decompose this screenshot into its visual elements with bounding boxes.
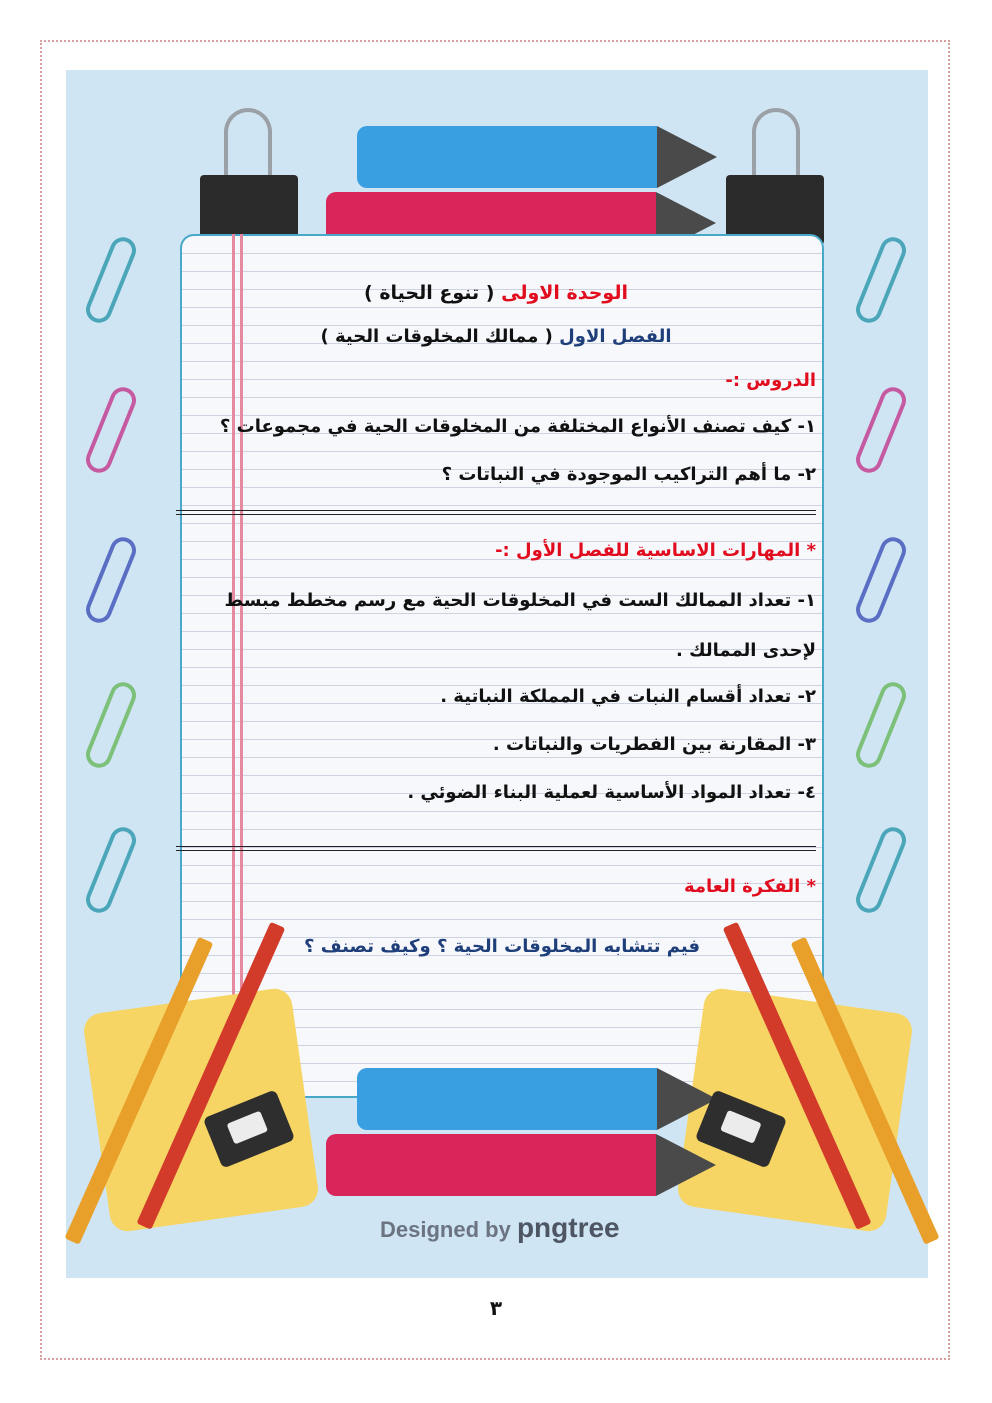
skill-item: ٣- المقارنة بين الفطريات والنباتات . bbox=[492, 734, 816, 755]
unit-heading bbox=[176, 282, 816, 304]
watermark bbox=[380, 1212, 620, 1244]
unit-name: ( تنوع الحياة ) bbox=[364, 282, 495, 304]
watermark-prefix: Designed by bbox=[380, 1217, 511, 1242]
skill-item: ٤- تعداد المواد الأساسية لعملية البناء الضوئي . bbox=[407, 782, 816, 803]
blue-crayon-top bbox=[357, 126, 657, 188]
general-idea-text: فيم تتشابه المخلوقات الحية ؟ وكيف تصنف ؟ bbox=[304, 936, 700, 957]
lesson-item: ١- كيف تصنف الأنواع المختلفة من المخلوقات الحية في مجموعات ؟ bbox=[219, 416, 816, 437]
skill-item: لإحدى الممالك . bbox=[676, 640, 816, 661]
lessons-heading: الدروس :- bbox=[725, 370, 816, 391]
skill-item: ٢- تعداد أقسام النبات في المملكة النباتية . bbox=[440, 686, 816, 707]
lesson-item: ٢- ما أهم التراكيب الموجودة في النباتات ؟ bbox=[441, 464, 816, 485]
page-number: ٣ bbox=[489, 1296, 503, 1320]
chapter-name: ( ممالك المخلوقات الحية ) bbox=[320, 326, 553, 347]
skills-heading: * المهارات الاساسية للفصل الأول :- bbox=[495, 540, 816, 561]
watermark-brand: pngtree bbox=[516, 1212, 620, 1243]
skill-item: ١- تعداد الممالك الست في المخلوقات الحية مع رسم مخطط مبسط bbox=[224, 590, 816, 611]
binder-clip-handle-left bbox=[224, 108, 272, 178]
general-idea-heading: * الفكرة العامة bbox=[683, 876, 816, 897]
lined-paper bbox=[180, 234, 824, 1098]
section-divider bbox=[176, 510, 816, 515]
blue-crayon-bottom bbox=[357, 1068, 657, 1130]
chapter-heading bbox=[176, 326, 816, 347]
red-crayon-bottom bbox=[326, 1134, 656, 1196]
section-divider bbox=[176, 846, 816, 851]
binder-clip-handle-right bbox=[752, 108, 800, 178]
chapter-title: الفصل الاول bbox=[559, 326, 672, 347]
blue-crayon-top-tip bbox=[657, 126, 717, 188]
unit-title: الوحدة الاولى bbox=[501, 282, 628, 304]
